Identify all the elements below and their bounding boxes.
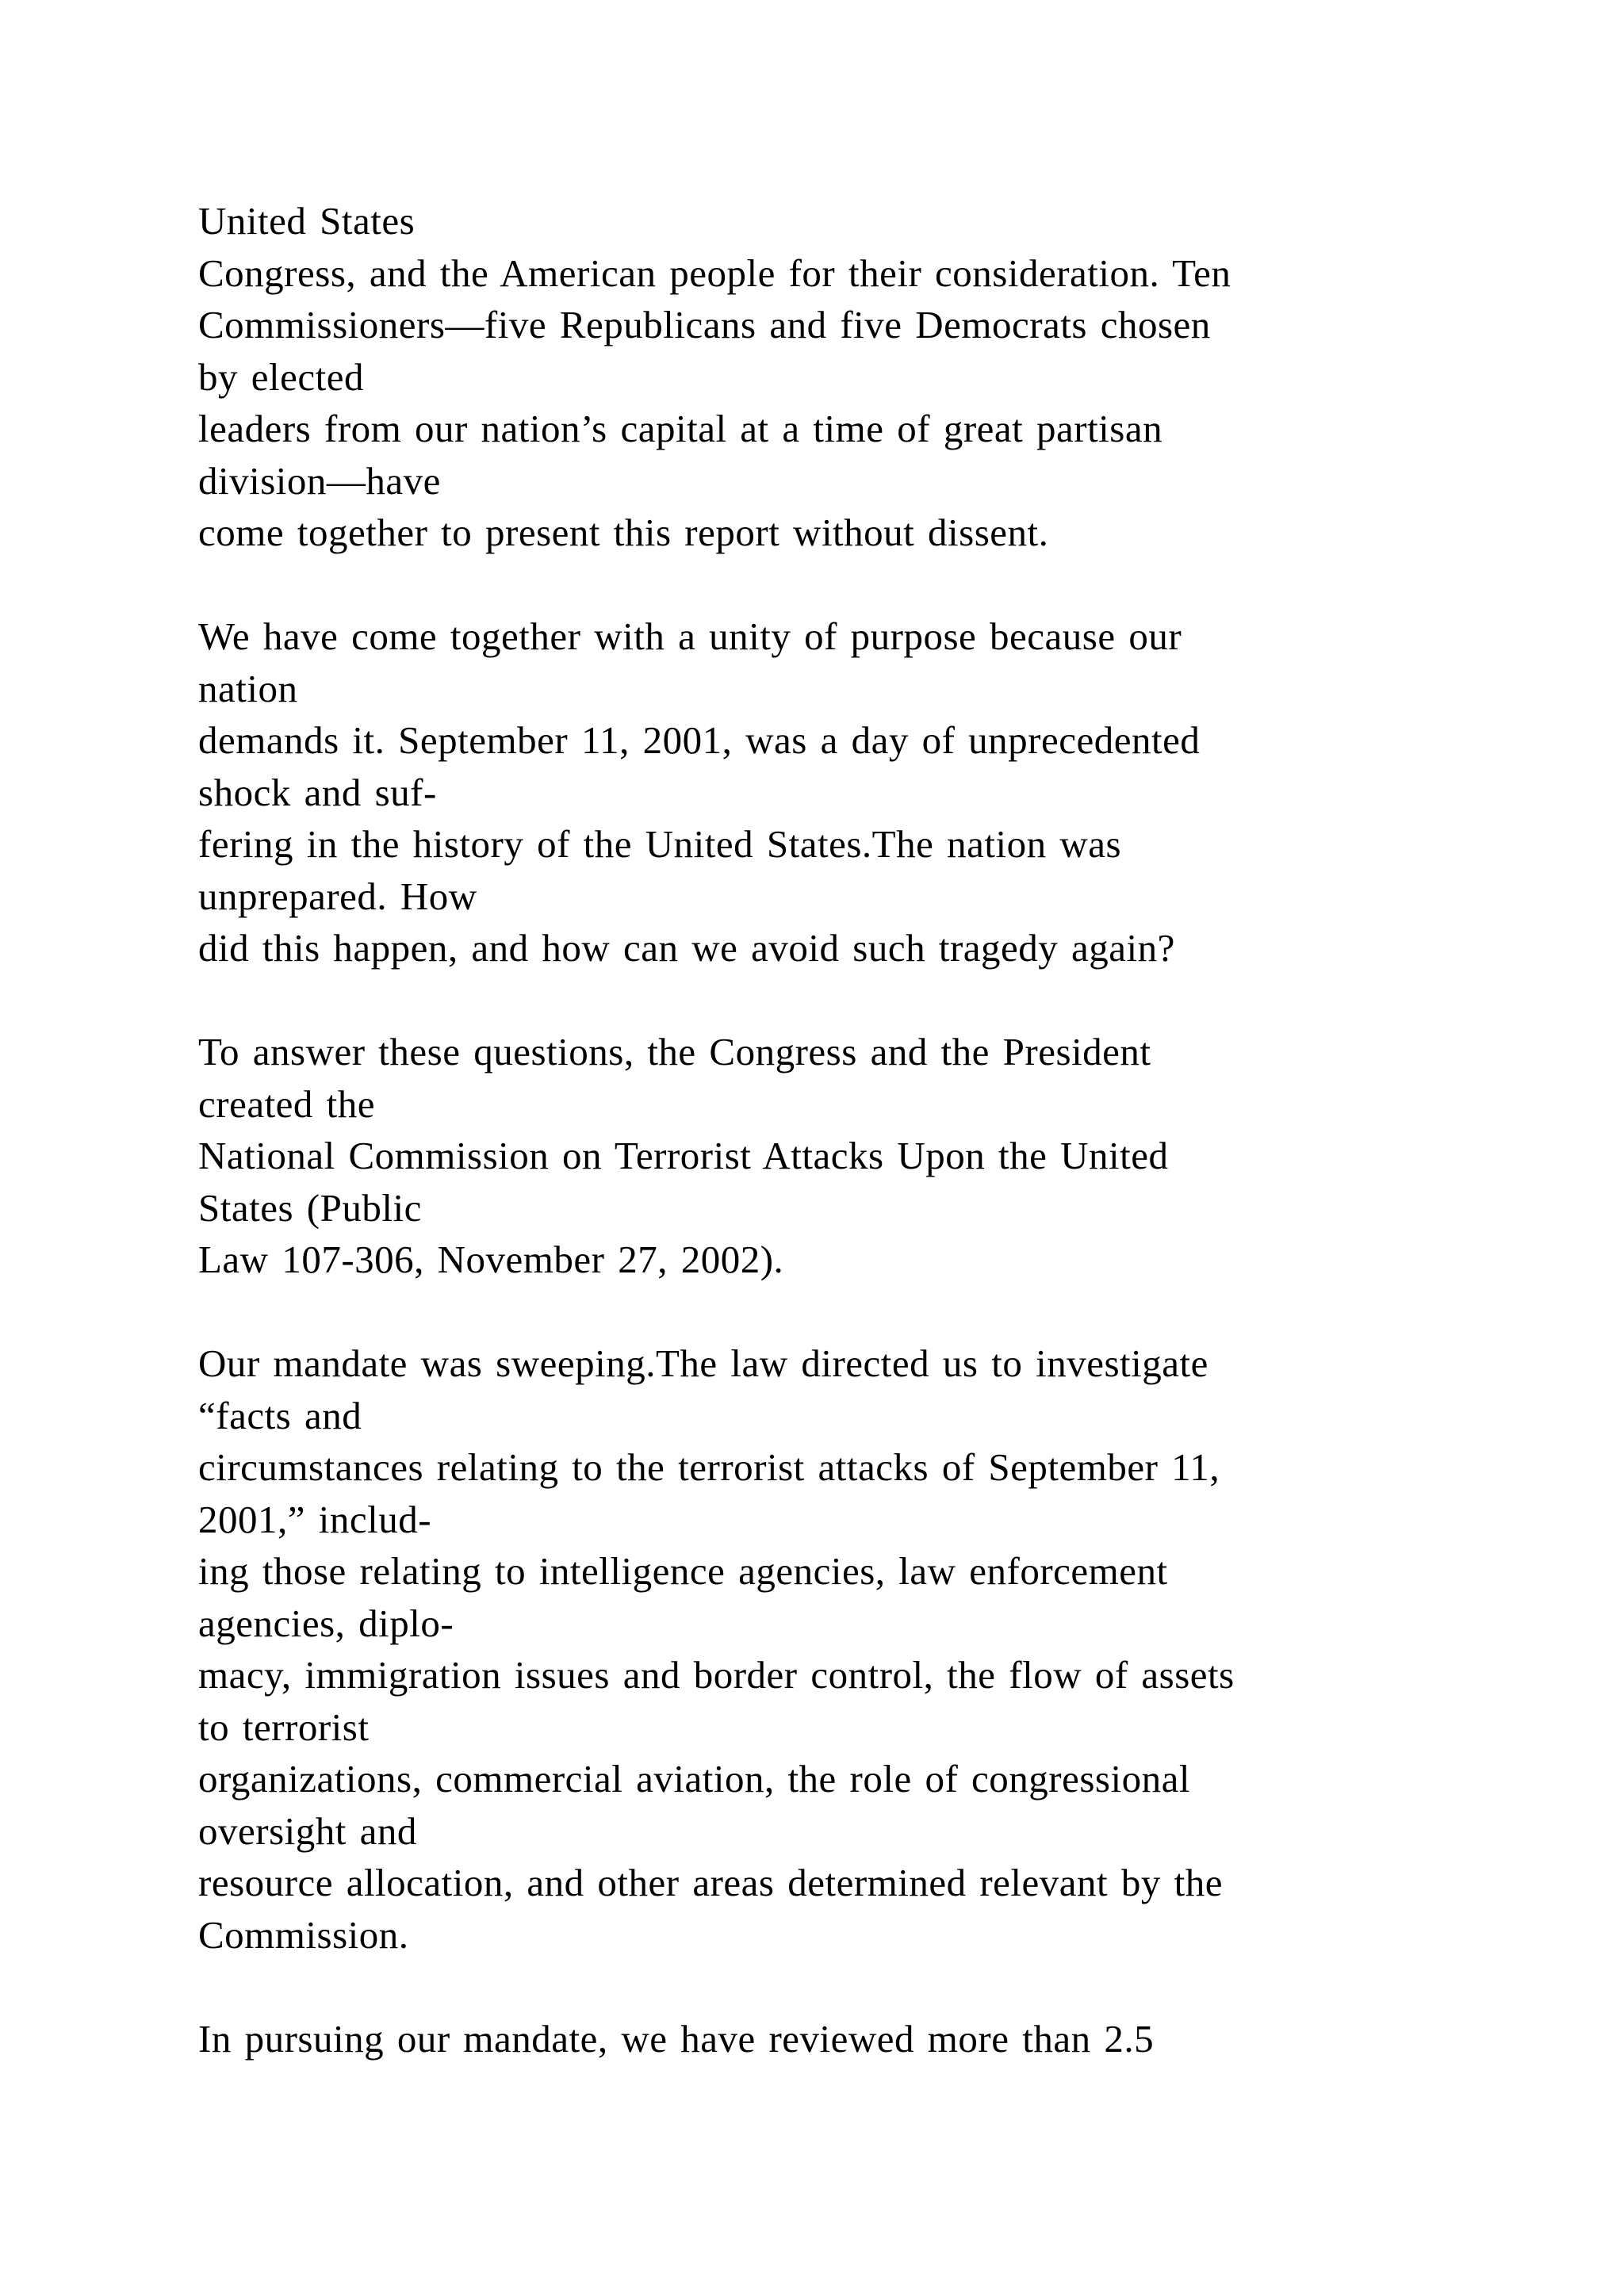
text-line: Law 107-306, November 27, 2002). (198, 1238, 784, 1281)
paragraph (198, 195, 1499, 559)
text-line: division—have (198, 458, 441, 503)
text-line: shock and suf- (198, 770, 437, 814)
text-line: organizations, commercial aviation, the role of congressional (198, 1757, 1190, 1800)
text-line: ing those relating to intelligence agencies, law enforcement (198, 1549, 1168, 1593)
paragraph (198, 610, 1499, 974)
text-line: by elected (198, 354, 364, 399)
text-line: 2001,” includ- (198, 1497, 432, 1541)
text-line: nation (198, 666, 298, 710)
text-line: agencies, diplo- (198, 1601, 454, 1645)
text-line: “facts and (198, 1393, 362, 1437)
paragraph-gap (198, 1286, 1499, 1338)
text-line: Commissioners—five Republicans and five Democrats chosen (198, 303, 1211, 346)
text-line: United States (198, 199, 416, 243)
document-body (198, 195, 1499, 2064)
text-line: to terrorist (198, 1705, 370, 1749)
paragraph-gap (198, 974, 1499, 1027)
text-line: National Commission on Terrorist Attacks Upon the United (198, 1134, 1169, 1177)
paragraph (198, 1337, 1499, 1961)
text-line: circumstances relating to the terrorist attacks of September 11, (198, 1445, 1220, 1489)
text-line: created the (198, 1081, 376, 1126)
text-line: In pursuing our mandate, we have reviewed more than 2.5 (198, 2016, 1155, 2061)
text-line: oversight and (198, 1808, 417, 1853)
text-line: did this happen, and how can we avoid such tragedy again? (198, 926, 1175, 970)
text-line: come together to present this report without dissent. (198, 511, 1049, 554)
text-line: We have come together with a unity of purpose because our (198, 614, 1182, 658)
text-line: fering in the history of the United States.The nation was (198, 822, 1122, 866)
text-line: unprepared. How (198, 874, 477, 918)
paragraph-gap (198, 1961, 1499, 2013)
text-line: To answer these questions, the Congress and the President (198, 1030, 1151, 1073)
text-line: Our mandate was sweeping.The law directed us to investigate (198, 1341, 1208, 1385)
text-line: resource allocation, and other areas determined relevant by the (198, 1861, 1224, 1904)
paragraph-gap (198, 559, 1499, 611)
text-line: leaders from our nation’s capital at a time of great partisan (198, 407, 1163, 450)
text-line: Commission. (198, 1912, 409, 1957)
paragraph (198, 1026, 1499, 1286)
text-line: States (Public (198, 1185, 422, 1230)
text-line: Congress, and the American people for their consideration. Ten (198, 251, 1231, 295)
text-line: demands it. September 11, 2001, was a day of unprecedented (198, 718, 1201, 762)
text-line: macy, immigration issues and border control, the flow of assets (198, 1653, 1235, 1697)
paragraph (198, 2013, 1499, 2065)
